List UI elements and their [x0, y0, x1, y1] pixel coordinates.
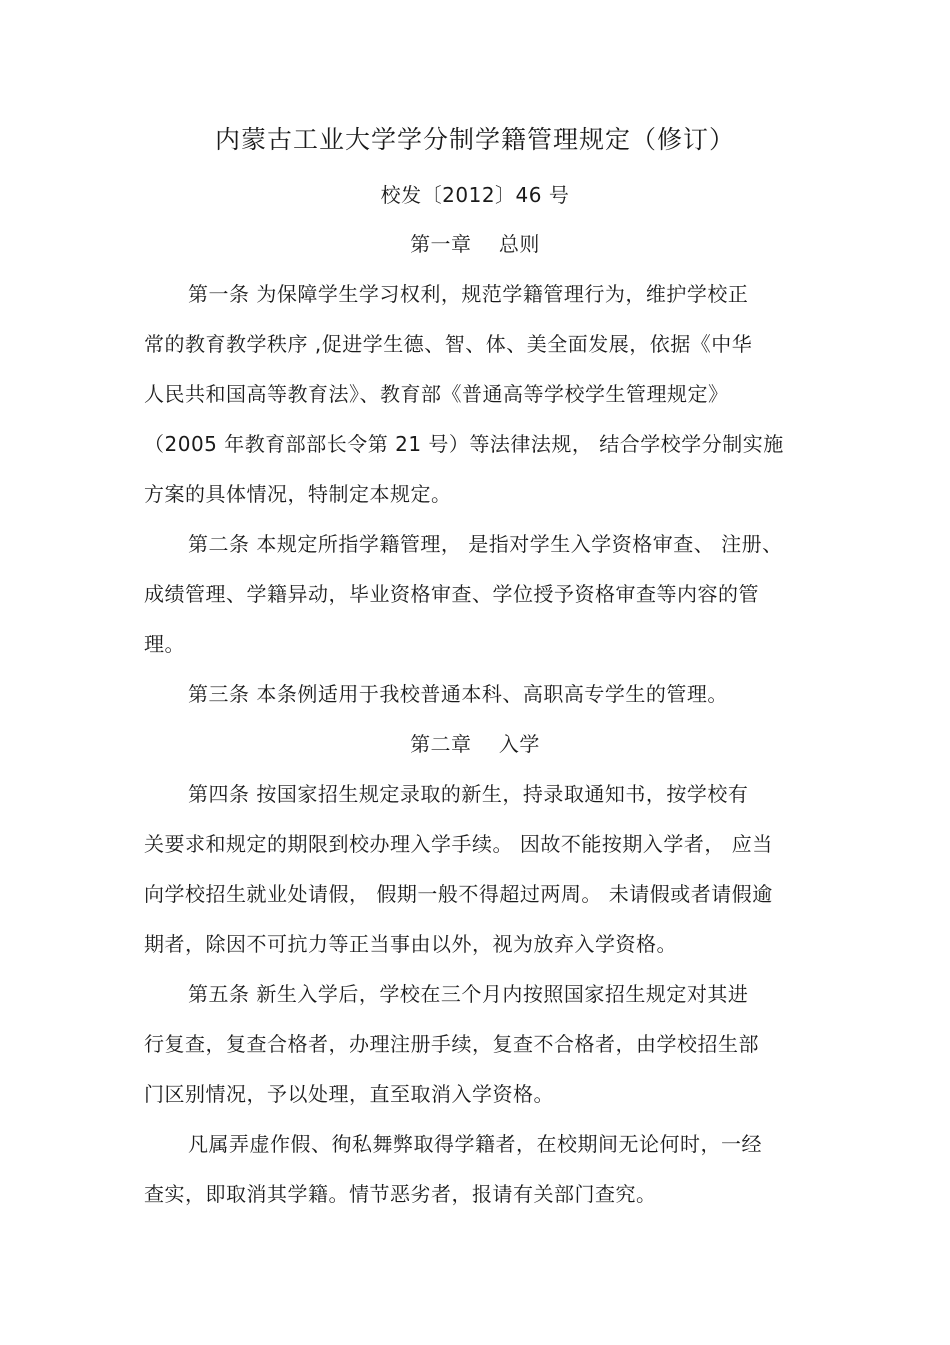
- document-number: 校发〔2012〕46 号: [380, 183, 570, 207]
- article-2-line-3: 理。: [144, 632, 185, 656]
- article-4-line-4: 期者，除因不可抗力等正当事由以外，视为放弃入学资格。: [144, 932, 677, 956]
- article-4-line-2: 关要求和规定的期限到校办理入学手续。 因故不能按期入学者， 应当: [144, 832, 773, 856]
- article-2-line-2: 成绩管理、学籍异动，毕业资格审查、学位授予资格审查等内容的管: [144, 582, 759, 606]
- article-4-line-3: 向学校招生就业处请假， 假期一般不得超过两周。 未请假或者请假逾: [144, 882, 773, 906]
- article-1-line-5: 方案的具体情况，特制定本规定。: [144, 482, 452, 506]
- chapter-heading-2: 第二章 入学: [410, 732, 540, 756]
- article-5-extra-line-1: 凡属弄虚作假、徇私舞弊取得学籍者，在校期间无论何时，一经: [188, 1132, 762, 1156]
- article-5-line-2: 行复查，复查合格者，办理注册手续，复查不合格者，由学校招生部: [144, 1032, 759, 1056]
- article-5-line-1: 第五条 新生入学后，学校在三个月内按照国家招生规定对其进: [188, 982, 749, 1006]
- article-1-line-2: 常的教育教学秩序 ,促进学生德、智、体、美全面发展，依据《中华: [144, 332, 753, 356]
- article-1-line-4: （2005 年教育部部长令第 21 号）等法律法规， 结合学校学分制实施: [144, 432, 784, 456]
- article-1-line-1: 第一条 为保障学生学习权利，规范学籍管理行为，维护学校正: [188, 282, 749, 306]
- chapter-heading-1: 第一章 总则: [410, 232, 540, 256]
- document-title: 内蒙古工业大学学分制学籍管理规定（修订）: [214, 125, 735, 154]
- article-4-line-1: 第四条 按国家招生规定录取的新生，持录取通知书，按学校有: [188, 782, 749, 806]
- article-5-line-3: 门区别情况，予以处理，直至取消入学资格。: [144, 1082, 554, 1106]
- article-1-line-3: 人民共和国高等教育法》、教育部《普通高等学校学生管理规定》: [144, 382, 729, 406]
- article-2-line-1: 第二条 本规定所指学籍管理， 是指对学生入学资格审查、 注册、: [188, 532, 783, 556]
- article-3-line-1: 第三条 本条例适用于我校普通本科、高职高专学生的管理。: [188, 682, 728, 706]
- article-5-extra-line-2: 查实，即取消其学籍。情节恶劣者，报请有关部门查究。: [144, 1182, 657, 1206]
